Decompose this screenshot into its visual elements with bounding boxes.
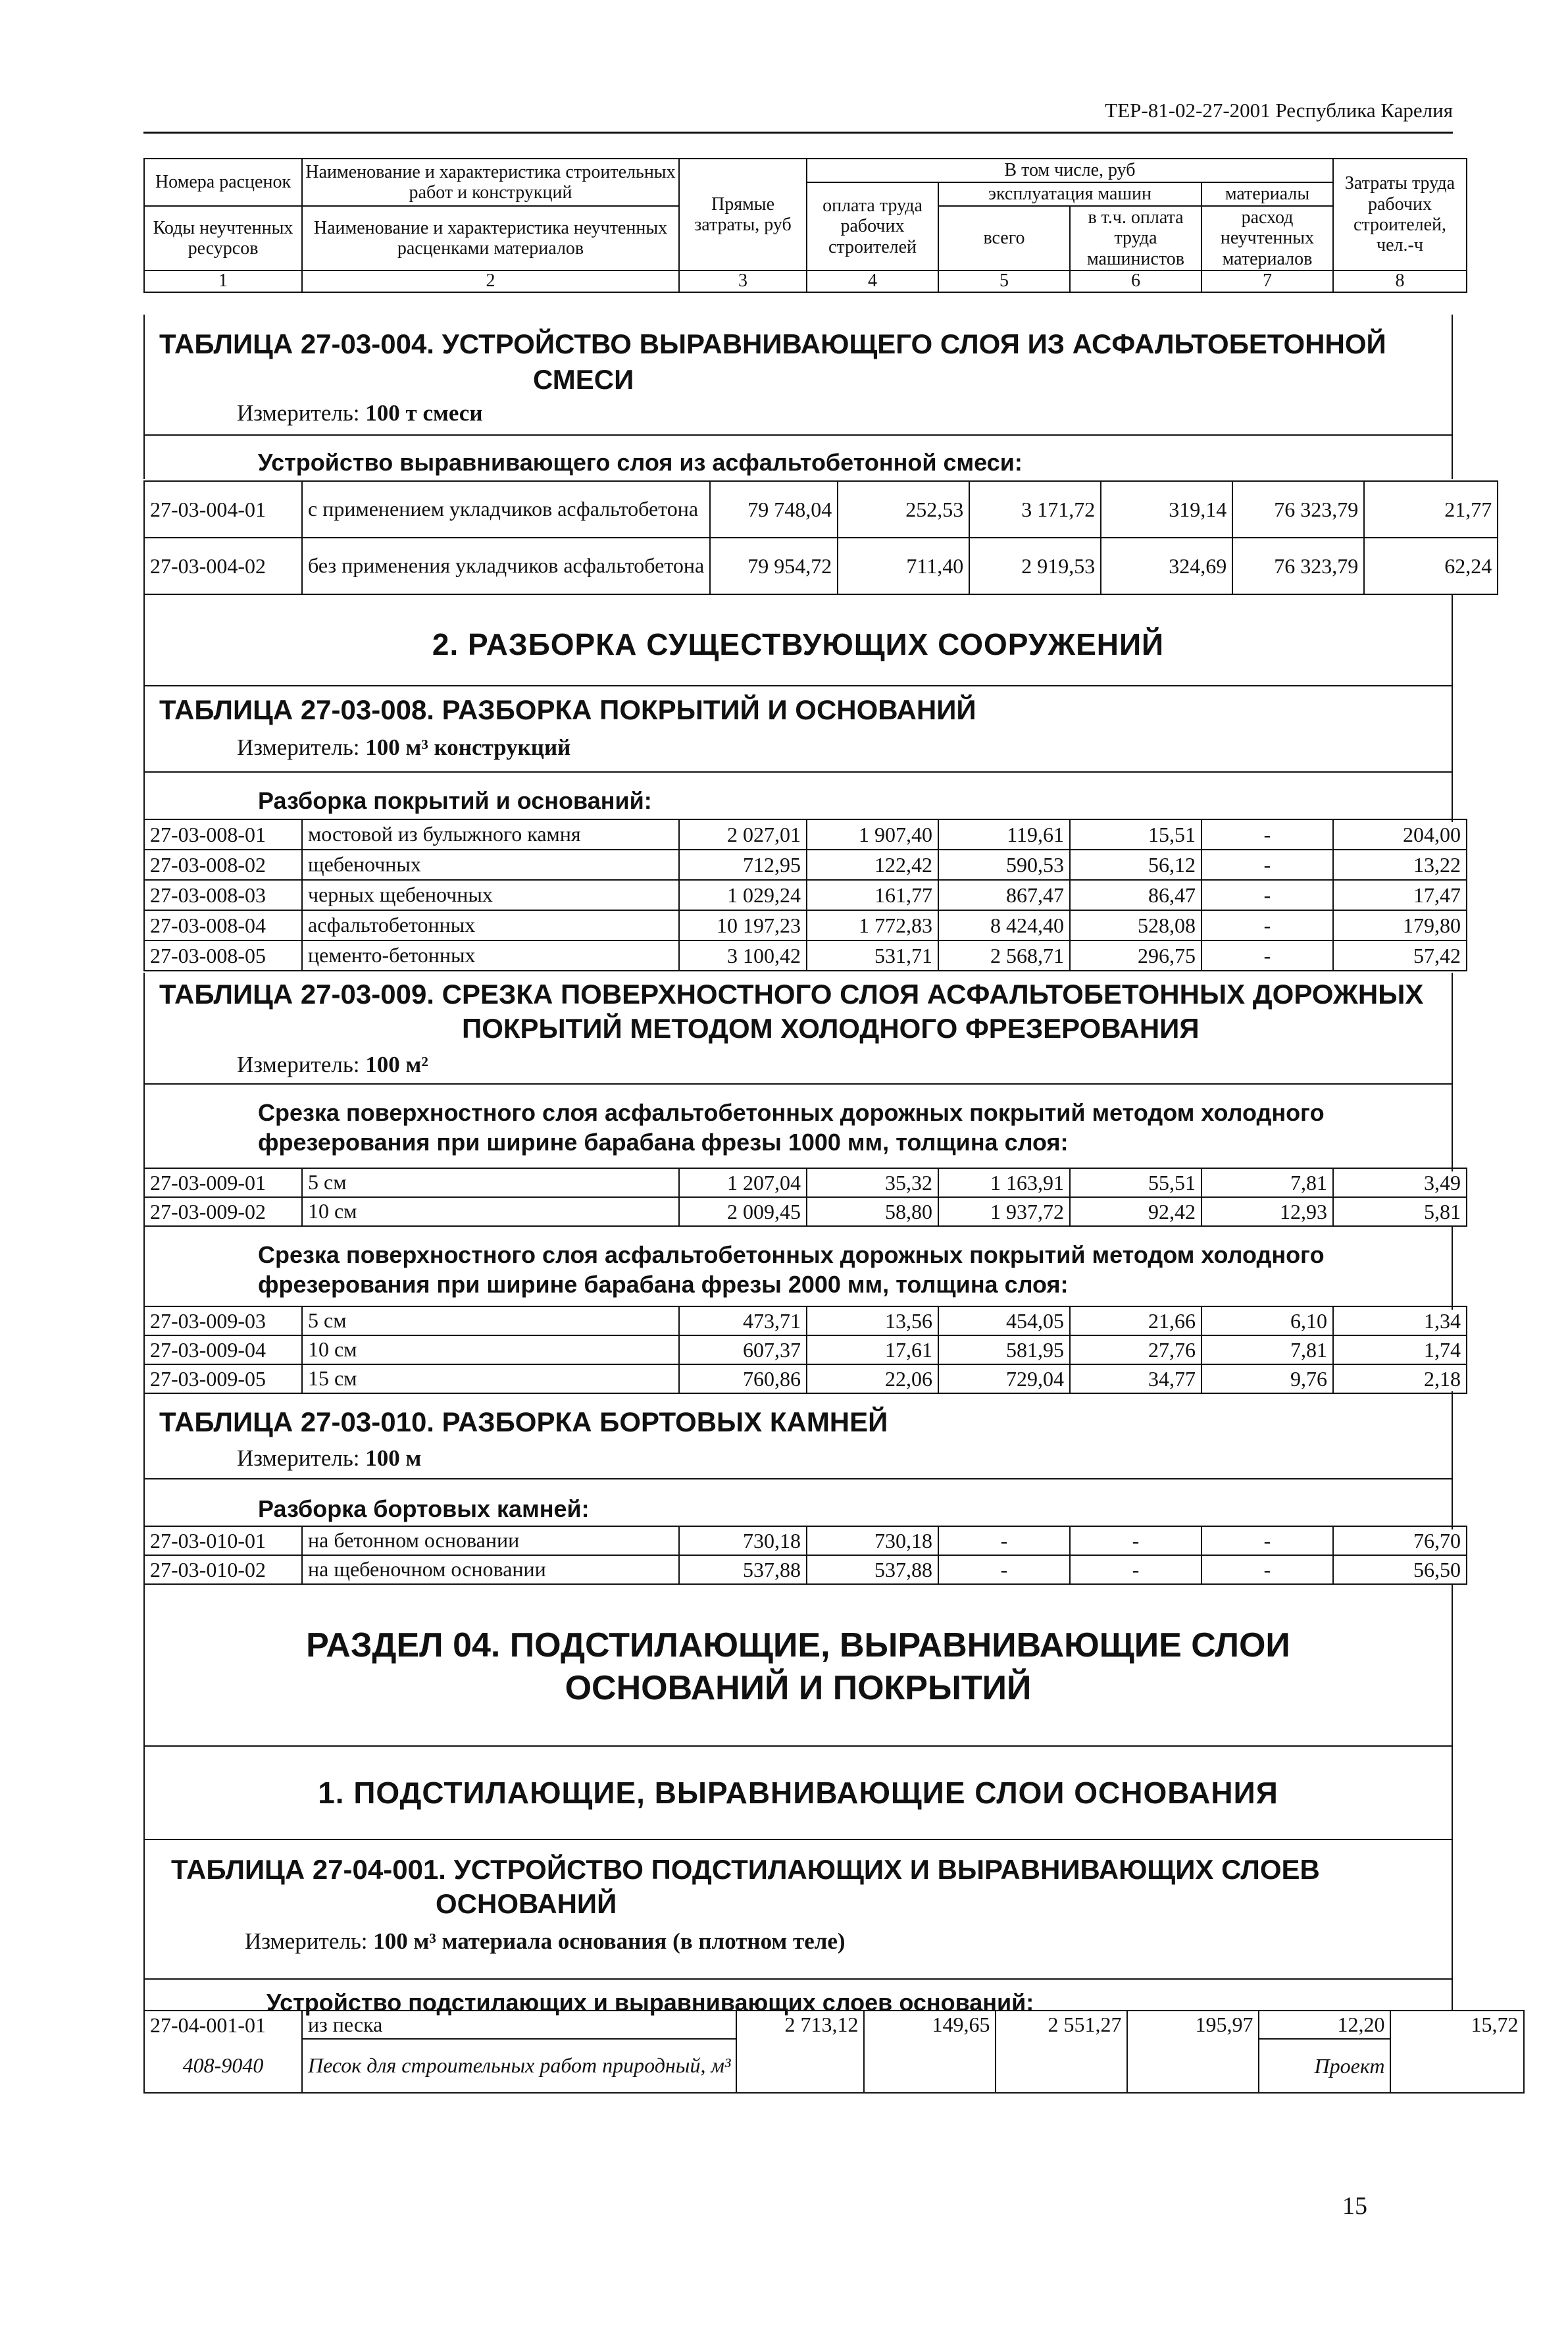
row-c8: 2,18 xyxy=(1333,1364,1467,1393)
meter-label: Измеритель: xyxy=(237,400,360,426)
table-subtitle-line2: фрезерования при ширине барабана фрезы 2000 мм, толщина слоя: xyxy=(258,1271,1069,1298)
row-c3: 730,18 xyxy=(679,1526,807,1555)
table-row xyxy=(144,1168,1467,1197)
table-row xyxy=(144,880,1467,910)
table-27-04-001-rows xyxy=(143,2010,1525,2094)
row-c7: 9,76 xyxy=(1201,1364,1333,1393)
row-c5: 729,04 xyxy=(938,1364,1070,1393)
row-c4: 531,71 xyxy=(807,940,938,971)
table-subtitle: Устройство выравнивающего слоя из асфальтобетонной смеси: xyxy=(258,449,1023,476)
header-rule xyxy=(143,132,1453,134)
empty-cell xyxy=(736,2039,864,2093)
row-c8: 1,74 xyxy=(1333,1335,1467,1364)
table-title xyxy=(159,692,976,727)
row-c5: 581,95 xyxy=(938,1335,1070,1364)
row-c5: 1 163,91 xyxy=(938,1168,1070,1197)
header-machines-total: всего xyxy=(938,206,1070,270)
resource-c7: Проект xyxy=(1259,2039,1390,2093)
table-row xyxy=(144,1197,1467,1226)
row-c6: 92,42 xyxy=(1070,1197,1201,1226)
row-c7: - xyxy=(1201,910,1333,940)
row-c8: 56,50 xyxy=(1333,1555,1467,1584)
razdel-title-line2: ОСНОВАНИЙ И ПОКРЫТИЙ xyxy=(565,1669,1032,1707)
meter xyxy=(237,1052,428,1078)
row-c8: 204,00 xyxy=(1333,819,1467,850)
row-code: 27-03-009-05 xyxy=(144,1364,302,1393)
table-27-04-001-subheading xyxy=(143,1980,1453,2016)
razdel-title-line1: РАЗДЕЛ 04. ПОДСТИЛАЮЩИЕ, ВЫРАВНИВАЮЩИЕ СЛОИ xyxy=(306,1626,1290,1664)
row-c7: 76 323,79 xyxy=(1232,538,1364,594)
table-title-line1: УСТРОЙСТВО ВЫРАВНИВАЮЩЕГО СЛОЯ ИЗ АСФАЛЬТОБЕТОННОЙ xyxy=(442,328,1386,359)
row-c3: 3 100,42 xyxy=(679,940,807,971)
header-codes-top: Номера расценок xyxy=(144,159,302,206)
row-c6: 27,76 xyxy=(1070,1335,1201,1364)
table-row xyxy=(144,910,1467,940)
row-name: 5 см xyxy=(302,1306,679,1335)
divider xyxy=(143,434,1453,436)
row-c6: 324,69 xyxy=(1101,538,1232,594)
row-c3: 760,86 xyxy=(679,1364,807,1393)
row-c5: 119,61 xyxy=(938,819,1070,850)
row-c4: 161,77 xyxy=(807,880,938,910)
row-c5: 867,47 xyxy=(938,880,1070,910)
row-c7: 7,81 xyxy=(1201,1168,1333,1197)
row-c8: 5,81 xyxy=(1333,1197,1467,1226)
row-code: 27-03-004-01 xyxy=(144,481,302,538)
column-number: 2 xyxy=(302,270,679,292)
row-c4: 537,88 xyxy=(807,1555,938,1584)
table-row xyxy=(144,538,1498,594)
row-code: 27-03-010-01 xyxy=(144,1526,302,1555)
row-name: асфальтобетонных xyxy=(302,910,679,940)
row-c4: 22,06 xyxy=(807,1364,938,1393)
header-name-top: Наименование и характеристика строительных работ и конструкций xyxy=(302,159,679,206)
table-27-03-008-heading xyxy=(143,595,1453,822)
row-c5: - xyxy=(938,1526,1070,1555)
table-27-03-009-subheading-2 xyxy=(143,1225,1453,1310)
row-c3: 79 748,04 xyxy=(710,481,838,538)
column-number: 7 xyxy=(1201,270,1333,292)
row-name: 10 см xyxy=(302,1197,679,1226)
table-27-03-009-heading xyxy=(143,973,1453,1171)
header-direct-costs: Прямые затраты, руб xyxy=(679,159,807,270)
row-c6: - xyxy=(1070,1526,1201,1555)
header-machines: эксплуатация машин xyxy=(938,182,1201,206)
row-code: 27-03-008-04 xyxy=(144,910,302,940)
resource-row xyxy=(144,2039,1524,2093)
row-c4: 252,53 xyxy=(838,481,969,538)
row-c3: 473,71 xyxy=(679,1306,807,1335)
empty-cell xyxy=(864,2039,996,2093)
row-c8: 62,24 xyxy=(1364,538,1498,594)
header-machinist-wages: в т.ч. оплата труда машинистов xyxy=(1070,206,1201,270)
column-number: 1 xyxy=(144,270,302,292)
divider xyxy=(143,1083,1453,1085)
meter xyxy=(237,1445,421,1472)
table-subtitle xyxy=(258,1240,1325,1299)
row-c8: 1,34 xyxy=(1333,1306,1467,1335)
row-c4: 711,40 xyxy=(838,538,969,594)
row-name: 15 см xyxy=(302,1364,679,1393)
row-c5: 590,53 xyxy=(938,850,1070,880)
row-c6: 34,77 xyxy=(1070,1364,1201,1393)
row-name: черных щебеночных xyxy=(302,880,679,910)
row-c6: 195,97 xyxy=(1127,2011,1259,2039)
row-code: 27-03-009-01 xyxy=(144,1168,302,1197)
table-title-number: 27-03-004. xyxy=(300,328,434,359)
row-c8: 17,47 xyxy=(1333,880,1467,910)
row-name: 10 см xyxy=(302,1335,679,1364)
row-name: цементо-бетонных xyxy=(302,940,679,971)
section-title: 1. ПОДСТИЛАЮЩИЕ, ВЫРАВНИВАЮЩИЕ СЛОИ ОСНОВАНИЯ xyxy=(318,1776,1278,1810)
row-c4: 1 907,40 xyxy=(807,819,938,850)
table-subtitle-line1: Срезка поверхностного слоя асфальтобетонных дорожных покрытий методом холодного xyxy=(258,1241,1325,1268)
row-c6: - xyxy=(1070,1555,1201,1584)
row-code: 27-03-004-02 xyxy=(144,538,302,594)
table-title-number: 27-04-001. xyxy=(312,1854,446,1885)
column-number: 3 xyxy=(679,270,807,292)
table-27-03-010-heading xyxy=(143,1391,1453,1529)
row-c7: - xyxy=(1201,850,1333,880)
divider xyxy=(143,1839,1453,1840)
row-name: 5 см xyxy=(302,1168,679,1197)
table-row xyxy=(144,1335,1467,1364)
row-c8: 15,72 xyxy=(1390,2011,1524,2039)
row-c7: - xyxy=(1201,819,1333,850)
table-27-03-010-rows xyxy=(143,1526,1467,1585)
table-title-line2: СМЕСИ xyxy=(533,364,634,395)
divider xyxy=(143,1478,1453,1479)
row-c3: 537,88 xyxy=(679,1555,807,1584)
table-title-line1: РАЗБОРКА БОРТОВЫХ КАМНЕЙ xyxy=(442,1406,888,1437)
row-code: 27-04-001-01 xyxy=(144,2011,302,2039)
row-name: с применением укладчиков асфальтобетона xyxy=(302,481,710,538)
row-c7: 6,10 xyxy=(1201,1306,1333,1335)
table-title-prefix: ТАБЛИЦА xyxy=(159,979,293,1010)
table-title-line2: ОСНОВАНИЙ xyxy=(436,1888,617,1919)
page-number: 15 xyxy=(1342,2192,1367,2220)
table-title-prefix: ТАБЛИЦА xyxy=(159,1406,293,1437)
row-c5: 2 551,27 xyxy=(996,2011,1127,2039)
row-c8: 21,77 xyxy=(1364,481,1498,538)
column-number: 6 xyxy=(1070,270,1201,292)
table-row xyxy=(144,940,1467,971)
row-code: 27-03-009-04 xyxy=(144,1335,302,1364)
row-c5: 8 424,40 xyxy=(938,910,1070,940)
header-codes-bottom: Коды неучтенных ресурсов xyxy=(144,206,302,270)
row-c7: 76 323,79 xyxy=(1232,481,1364,538)
row-c4: 13,56 xyxy=(807,1306,938,1335)
meter-value: 100 т смеси xyxy=(365,400,483,426)
row-c3: 2 713,12 xyxy=(736,2011,864,2039)
meter-label: Измеритель: xyxy=(237,1445,360,1471)
table-title xyxy=(159,977,1423,1012)
table-title-line1: РАЗБОРКА ПОКРЫТИЙ И ОСНОВАНИЙ xyxy=(442,694,976,725)
header-group: В том числе, руб xyxy=(807,159,1333,182)
table-subtitle: Разборка покрытий и оснований: xyxy=(258,787,652,814)
table-27-03-004-heading xyxy=(143,315,1453,479)
row-name: щебеночных xyxy=(302,850,679,880)
header-materials-use: расход неучтенных материалов xyxy=(1201,206,1333,270)
table-row xyxy=(144,1555,1467,1584)
meter-label: Измеритель: xyxy=(237,734,360,760)
table-row xyxy=(144,819,1467,850)
row-c4: 149,65 xyxy=(864,2011,996,2039)
table-title-line1: СРЕЗКА ПОВЕРХНОСТНОГО СЛОЯ АСФАЛЬТОБЕТОННЫХ ДОРОЖНЫХ xyxy=(442,979,1424,1010)
row-c3: 1 207,04 xyxy=(679,1168,807,1197)
divider xyxy=(143,685,1453,686)
row-name: без применения укладчиков асфальтобетона xyxy=(302,538,710,594)
row-code: 27-03-010-02 xyxy=(144,1555,302,1584)
row-c3: 2 027,01 xyxy=(679,819,807,850)
table-subtitle-line1: Срезка поверхностного слоя асфальтобетонных дорожных покрытий методом холодного xyxy=(258,1099,1325,1126)
row-c8: 179,80 xyxy=(1333,910,1467,940)
row-c7: - xyxy=(1201,880,1333,910)
table-title-number: 27-03-009. xyxy=(300,979,434,1010)
row-c7: - xyxy=(1201,940,1333,971)
row-c5: 3 171,72 xyxy=(969,481,1101,538)
row-c4: 17,61 xyxy=(807,1335,938,1364)
meter-value: 100 м³ конструкций xyxy=(365,734,571,760)
row-name: на бетонном основании xyxy=(302,1526,679,1555)
header-wages: оплата труда рабочих строителей xyxy=(807,182,938,270)
row-c4: 1 772,83 xyxy=(807,910,938,940)
row-c5: - xyxy=(938,1555,1070,1584)
empty-cell xyxy=(996,2039,1127,2093)
table-title xyxy=(171,1852,1320,1887)
row-c8: 57,42 xyxy=(1333,940,1467,971)
table-title-line1: УСТРОЙСТВО ПОДСТИЛАЮЩИХ И ВЫРАВНИВАЮЩИХ СЛОЕВ xyxy=(453,1854,1320,1885)
table-row xyxy=(144,1306,1467,1335)
row-c8: 3,49 xyxy=(1333,1168,1467,1197)
column-number: 5 xyxy=(938,270,1070,292)
table-title-prefix: ТАБЛИЦА xyxy=(171,1854,305,1885)
row-c7: - xyxy=(1201,1555,1333,1584)
table-subtitle: Устройство подстилающих и выравнивающих слоев оснований: xyxy=(266,1989,1034,2016)
meter xyxy=(237,400,483,426)
meter xyxy=(237,734,570,761)
column-header-table xyxy=(143,158,1467,293)
row-c3: 712,95 xyxy=(679,850,807,880)
table-row xyxy=(144,2011,1524,2039)
row-c6: 55,51 xyxy=(1070,1168,1201,1197)
table-title-line2: ПОКРЫТИЙ МЕТОДОМ ХОЛОДНОГО ФРЕЗЕРОВАНИЯ xyxy=(462,1013,1200,1044)
row-c7: 12,20 xyxy=(1259,2011,1390,2039)
meter-label: Измеритель: xyxy=(245,1928,368,1954)
header-labor: Затраты труда рабочих строителей, чел.-ч xyxy=(1333,159,1467,270)
row-c3: 10 197,23 xyxy=(679,910,807,940)
row-c6: 56,12 xyxy=(1070,850,1201,880)
razdel-04-block xyxy=(143,1583,1453,1978)
table-subtitle-line2: фрезерования при ширине барабана фрезы 1000 мм, толщина слоя: xyxy=(258,1129,1069,1156)
row-c6: 86,47 xyxy=(1070,880,1201,910)
header-name-bottom: Наименование и характеристика неучтенных расценками материалов xyxy=(302,206,679,270)
row-c5: 454,05 xyxy=(938,1306,1070,1335)
row-c5: 1 937,72 xyxy=(938,1197,1070,1226)
table-27-03-004-rows xyxy=(143,480,1498,595)
meter-value: 100 м³ материала основания (в плотном теле) xyxy=(373,1928,846,1954)
row-code: 27-03-009-02 xyxy=(144,1197,302,1226)
meter-value: 100 м² xyxy=(365,1052,428,1077)
row-name: из песка xyxy=(302,2011,736,2039)
table-row xyxy=(144,850,1467,880)
row-c3: 2 009,45 xyxy=(679,1197,807,1226)
row-c6: 15,51 xyxy=(1070,819,1201,850)
table-row xyxy=(144,481,1498,538)
table-27-03-009-rows-2 xyxy=(143,1306,1467,1394)
row-code: 27-03-008-05 xyxy=(144,940,302,971)
row-c6: 21,66 xyxy=(1070,1306,1201,1335)
row-name: мостовой из булыжного камня xyxy=(302,819,679,850)
header-materials: материалы xyxy=(1201,182,1333,206)
column-number: 4 xyxy=(807,270,938,292)
table-title-prefix: ТАБЛИЦА xyxy=(159,328,293,359)
row-c5: 2 568,71 xyxy=(938,940,1070,971)
row-c6: 296,75 xyxy=(1070,940,1201,971)
row-c3: 1 029,24 xyxy=(679,880,807,910)
row-c6: 528,08 xyxy=(1070,910,1201,940)
table-title-number: 27-03-010. xyxy=(300,1406,434,1437)
table-subtitle xyxy=(258,1098,1325,1157)
table-title-prefix: ТАБЛИЦА xyxy=(159,694,293,725)
document-header: ТЕР-81-02-27-2001 Республика Карелия xyxy=(1105,99,1453,122)
row-code: 27-03-009-03 xyxy=(144,1306,302,1335)
resource-code: 408-9040 xyxy=(144,2039,302,2093)
row-c5: 2 919,53 xyxy=(969,538,1101,594)
table-subtitle: Разборка бортовых камней: xyxy=(258,1495,590,1522)
row-c7: 12,93 xyxy=(1201,1197,1333,1226)
table-title-number: 27-03-008. xyxy=(300,694,434,725)
row-c8: 76,70 xyxy=(1333,1526,1467,1555)
table-27-03-009-rows-1 xyxy=(143,1168,1467,1227)
meter xyxy=(245,1928,846,1955)
column-number: 8 xyxy=(1333,270,1467,292)
row-c8: 13,22 xyxy=(1333,850,1467,880)
row-c6: 319,14 xyxy=(1101,481,1232,538)
row-c3: 79 954,72 xyxy=(710,538,838,594)
resource-name: Песок для строительных работ природный, м³ xyxy=(302,2039,736,2093)
meter-label: Измеритель: xyxy=(237,1052,360,1077)
divider xyxy=(143,771,1453,773)
table-title xyxy=(159,1404,888,1439)
row-code: 27-03-008-01 xyxy=(144,819,302,850)
table-27-03-008-rows xyxy=(143,819,1467,971)
row-c3: 607,37 xyxy=(679,1335,807,1364)
row-code: 27-03-008-03 xyxy=(144,880,302,910)
table-row xyxy=(144,1526,1467,1555)
meter-value: 100 м xyxy=(365,1445,422,1471)
row-c7: 7,81 xyxy=(1201,1335,1333,1364)
razdel-title xyxy=(145,1624,1452,1710)
row-code: 27-03-008-02 xyxy=(144,850,302,880)
row-c4: 730,18 xyxy=(807,1526,938,1555)
table-row xyxy=(144,1364,1467,1393)
row-c4: 122,42 xyxy=(807,850,938,880)
row-name: на щебеночном основании xyxy=(302,1555,679,1584)
row-c4: 35,32 xyxy=(807,1168,938,1197)
section-title: 2. РАЗБОРКА СУЩЕСТВУЮЩИХ СООРУЖЕНИЙ xyxy=(432,627,1165,661)
table-title xyxy=(159,326,1386,361)
row-c7: - xyxy=(1201,1526,1333,1555)
empty-cell xyxy=(1127,2039,1259,2093)
row-c4: 58,80 xyxy=(807,1197,938,1226)
empty-cell xyxy=(1390,2039,1524,2093)
